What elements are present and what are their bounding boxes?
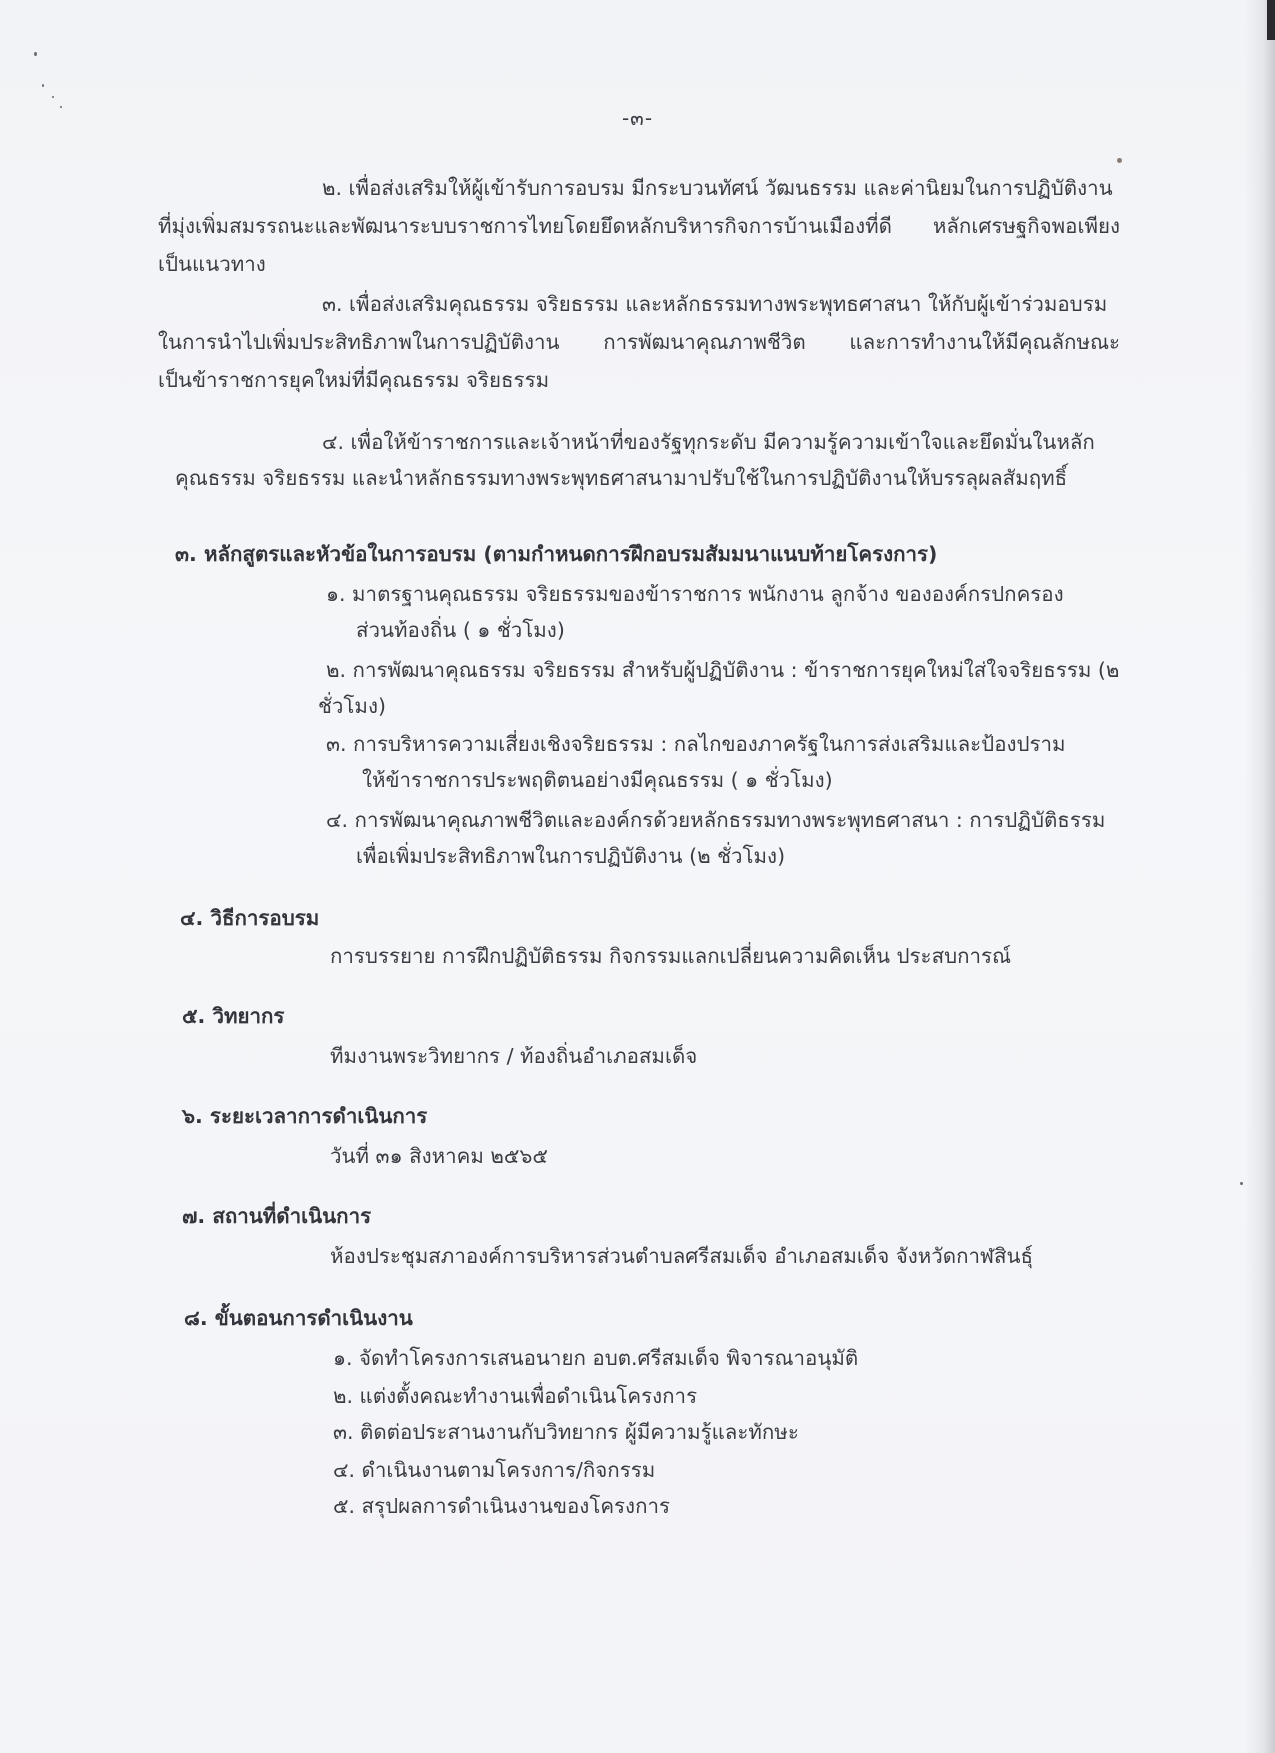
procedure-step-4: ๔. ดำเนินงานตามโครงการ/กิจกรรม bbox=[333, 1458, 656, 1482]
procedure-step-3: ๓. ติดต่อประสานงานกับวิทยากร ผู้มีความรู้และทักษะ bbox=[333, 1420, 799, 1444]
curriculum-item-4-line-2: เพื่อเพิ่มประสิทธิภาพในการปฏิบัติงาน (๒ ชั่วโมง) bbox=[356, 844, 786, 868]
section-7-body: ห้องประชุมสภาองค์การบริหารส่วนตำบลศรีสมเด็จ อำเภอสมเด็จ จังหวัดกาฬสินธุ์ bbox=[330, 1244, 1034, 1268]
section-7-heading: ๗. สถานที่ดำเนินการ bbox=[182, 1204, 372, 1228]
curriculum-item-1-line-2: ส่วนท้องถิ่น ( ๑ ชั่วโมง) bbox=[356, 618, 565, 642]
section-6-body: วันที่ ๓๑ สิงหาคม ๒๕๖๕ bbox=[330, 1144, 548, 1168]
objective-3-line-2: ในการนำไปเพิ่มประสิทธิภาพในการปฏิบัติงาน การพัฒนาคุณภาพชีวิต และการทำงานให้มีคุณลักษณะ bbox=[158, 330, 1120, 354]
scan-speck bbox=[34, 52, 37, 56]
scan-speck bbox=[42, 84, 44, 87]
section-6-heading: ๖. ระยะเวลาการดำเนินการ bbox=[182, 1104, 428, 1128]
page-edge-corner bbox=[1267, 0, 1275, 40]
section-5-body: ทีมงานพระวิทยากร / ท้องถิ่นอำเภอสมเด็จ bbox=[330, 1044, 698, 1068]
objective-2-line-2: ที่มุ่งเพิ่มสมรรถนะและพัฒนาระบบราชการไทยโดยยึดหลักบริหารกิจการบ้านเมืองที่ดี หลักเศรษฐกิจพอเพียง bbox=[158, 214, 1120, 238]
objective-4-line-1: ๔. เพื่อให้ข้าราชการและเจ้าหน้าที่ของรัฐทุกระดับ มีความรู้ความเข้าใจและยึดมั่นในหลัก bbox=[322, 430, 1095, 454]
objective-4-line-2: คุณธรรม จริยธรรม และนำหลักธรรมทางพระพุทธศาสนามาปรับใช้ในการปฏิบัติงานให้บรรลุผลสัมฤทธิ์ bbox=[175, 466, 1068, 490]
procedure-step-2: ๒. แต่งตั้งคณะทำงานเพื่อดำเนินโครงการ bbox=[333, 1384, 698, 1408]
page-edge-shadow bbox=[1245, 0, 1275, 1753]
curriculum-item-3-line-2: ให้ข้าราชการประพฤติตนอย่างมีคุณธรรม ( ๑ ชั่วโมง) bbox=[362, 768, 833, 792]
curriculum-item-3-line-1: ๓. การบริหารความเสี่ยงเชิงจริยธรรม : กลไกของภาครัฐในการส่งเสริมและป้องปราม bbox=[326, 732, 1066, 756]
objective-3-line-1: ๓. เพื่อส่งเสริมคุณธรรม จริยธรรม และหลักธรรมทางพระพุทธศาสนา ให้กับผู้เข้าร่วมอบรม bbox=[322, 292, 1108, 316]
objective-2-line-3: เป็นแนวทาง bbox=[158, 252, 266, 276]
curriculum-item-2-line-1: ๒. การพัฒนาคุณธรรม จริยธรรม สำหรับผู้ปฏิบัติงาน : ข้าราชการยุคใหม่ใส่ใจจริยธรรม (๒ bbox=[326, 658, 1120, 682]
section-4-body: การบรรยาย การฝึกปฏิบัติธรรม กิจกรรมแลกเปลี่ยนความคิดเห็น ประสบการณ์ bbox=[330, 944, 1012, 968]
scan-speck bbox=[52, 96, 54, 98]
procedure-step-1: ๑. จัดทำโครงการเสนอนายก อบต.ศรีสมเด็จ พิจารณาอนุมัติ bbox=[333, 1346, 859, 1370]
curriculum-item-4-line-1: ๔. การพัฒนาคุณภาพชีวิตและองค์กรด้วยหลักธรรมทางพระพุทธศาสนา : การปฏิบัติธรรม bbox=[326, 808, 1106, 832]
scan-speck bbox=[1240, 1182, 1243, 1185]
scan-speck bbox=[1117, 158, 1122, 163]
curriculum-item-1-line-1: ๑. มาตรฐานคุณธรรม จริยธรรมของข้าราชการ พนักงาน ลูกจ้าง ขององค์กรปกครอง bbox=[326, 582, 1064, 606]
objective-3-line-3: เป็นข้าราชการยุคใหม่ที่มีคุณธรรม จริยธรรม bbox=[158, 368, 550, 392]
curriculum-item-2-line-2: ชั่วโมง) bbox=[318, 694, 386, 718]
section-5-heading: ๕. วิทยากร bbox=[182, 1004, 285, 1028]
procedure-step-5: ๕. สรุปผลการดำเนินงานของโครงการ bbox=[333, 1494, 670, 1518]
section-4-heading: ๔. วิธีการอบรม bbox=[180, 906, 320, 930]
section-3-heading: ๓. หลักสูตรและหัวข้อในการอบรม (ตามกำหนดการฝึกอบรมสัมมนาแนบท้ายโครงการ) bbox=[175, 542, 938, 566]
page-number: -๓- bbox=[621, 106, 654, 130]
objective-2-line-1: ๒. เพื่อส่งเสริมให้ผู้เข้ารับการอบรม มีกระบวนทัศน์ วัฒนธรรม และค่านิยมในการปฏิบัติงาน bbox=[322, 176, 1113, 200]
section-8-heading: ๘. ขั้นตอนการดำเนินงาน bbox=[184, 1306, 413, 1330]
